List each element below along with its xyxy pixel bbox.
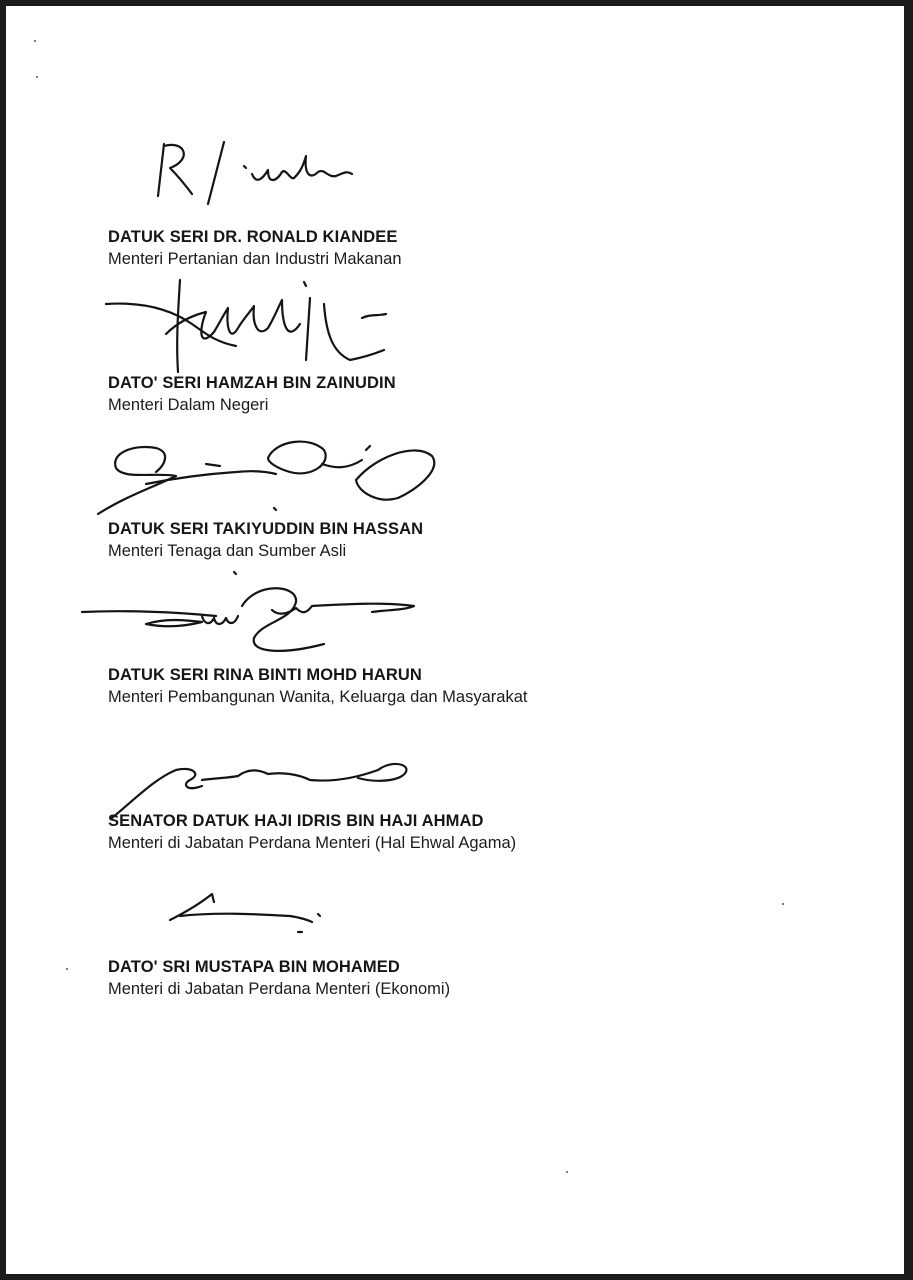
signatory-title: Menteri Pertanian dan Industri Makanan (108, 250, 402, 268)
signatory-block-hamzah (6, 272, 904, 422)
signatory-title: Menteri Dalam Negeri (108, 396, 269, 414)
document-page (6, 6, 904, 1274)
signatory-title: Menteri Pembangunan Wanita, Keluarga dan Masyarakat (108, 688, 528, 706)
signatory-block-takiyuddin (6, 416, 904, 566)
signatory-name: DATO' SERI HAMZAH BIN ZAINUDIN (108, 374, 396, 392)
signatory-name: DATUK SERI TAKIYUDDIN BIN HASSAN (108, 520, 424, 538)
signatory-name: DATUK SERI DR. RONALD KIANDEE (108, 228, 398, 246)
signatory-title: Menteri di Jabatan Perdana Menteri (Hal Ehwal Agama) (108, 834, 517, 852)
scan-speck (34, 40, 36, 42)
signatory-name: SENATOR DATUK HAJI IDRIS BIN HAJI AHMAD (108, 812, 484, 830)
signatory-name: DATUK SERI RINA BINTI MOHD HARUN (108, 666, 422, 684)
signatory-name: DATO' SRI MUSTAPA BIN MOHAMED (108, 958, 400, 976)
signatory-block-mustapa (6, 854, 904, 1004)
signatory-title: Menteri di Jabatan Perdana Menteri (Ekonomi) (108, 980, 451, 998)
signatory-title: Menteri Tenaga dan Sumber Asli (108, 542, 347, 560)
scan-speck (566, 1171, 568, 1173)
signatory-block-kiandee (6, 126, 904, 276)
signatory-block-idris (6, 708, 904, 858)
scan-speck (36, 76, 38, 78)
signatory-block-rina (6, 562, 904, 712)
